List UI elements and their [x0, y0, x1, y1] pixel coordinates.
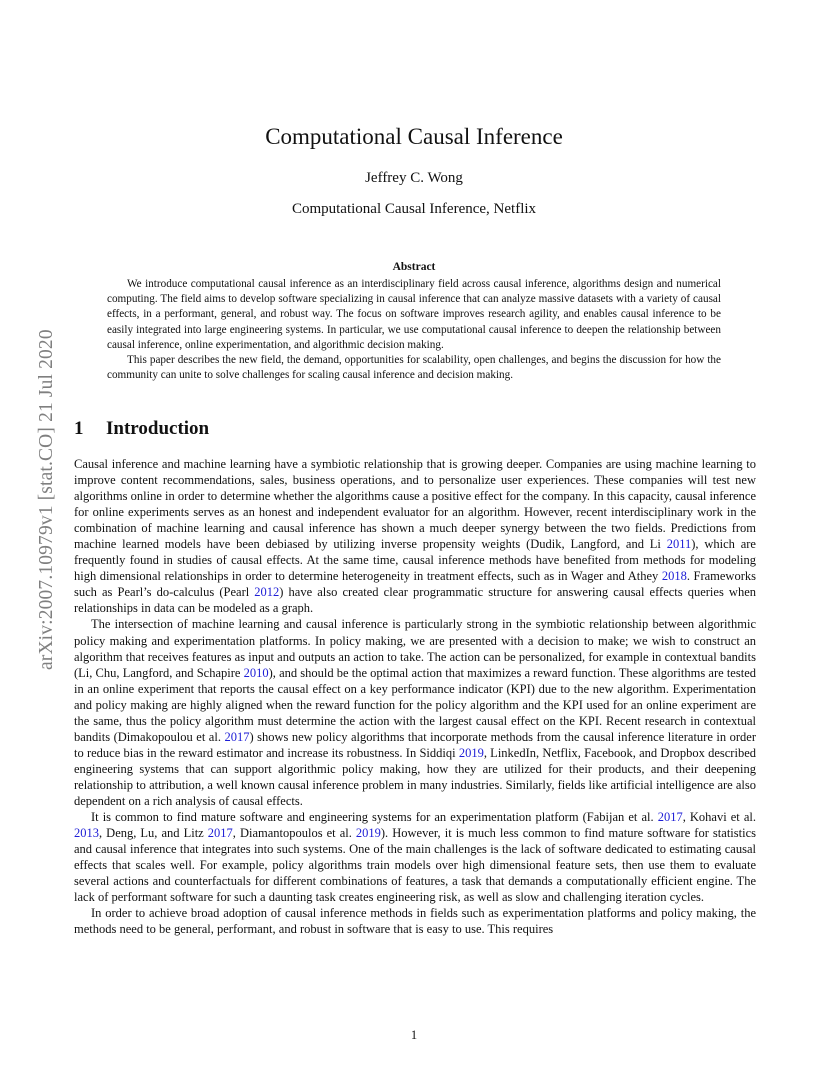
citation-link[interactable]: 2017: [657, 810, 683, 825]
body-text: , LinkedIn, Netflix, Facebook, and Dropbox described engineering systems that can support algorithmic policy making, how they are utilized for their products, and their deepening relationship to attribution, a well known causal inference problem in many industries. Similarly, fields like artificial intelligence are also dependent on a rich analysis of causal effects.: [74, 745, 756, 808]
body-paragraph: In order to achieve broad adoption of causal inference methods in fields such as experimentation platforms and policy making, the methods need to be general, performant, and robust in software that is easy to use. This requires: [74, 906, 756, 937]
page-number: 1: [410, 1028, 418, 1042]
body-paragraph: [74, 456, 756, 616]
citation-link[interactable]: 2018: [661, 569, 687, 584]
body-text: , Deng, Lu, and Litz: [99, 826, 208, 841]
arxiv-identifier-text: arXiv:2007.10979v1 [stat.CO] 21 Jul 2020: [36, 329, 57, 670]
section-body: [74, 456, 756, 937]
abstract-paragraph: We introduce computational causal inference as an interdisciplinary field across causal inference, algorithms design and numerical computing. The field aims to develop software specializing in causal inference that can analyze massive datasets with a variety of causal effects, in a performant, general, and robust way. The focus on software improves research agility, and enables causal inference to be easily integrated into large engineering systems. In particular, we use computational causal inference to deepen the relationship between causal inference, online experimentation, and algorithmic decision making.: [107, 278, 721, 351]
author-affiliation: Computational Causal Inference, Netflix: [291, 201, 537, 217]
citation-link[interactable]: 2019: [458, 745, 484, 760]
citation-link[interactable]: 2012: [254, 585, 280, 600]
section-title: Introduction: [106, 418, 210, 439]
body-text: ). However, it is much less common to find mature software for statistics and causal inference that integrates into such systems. One of the main challenges is the lack of software dedicated to estimating causal effects that scales well. For example, policy algorithms train models over high dimensional feature sets, then use them to evaluate several actions and counterfactuals for different combinations of features, a task that demands a computationally efficient engine. The lack of performant software for such a daunting task creates engineering risk, as well as slow and challenging iteration cycles.: [74, 826, 756, 905]
citation-link[interactable]: 2013: [74, 826, 99, 841]
body-text: , Kohavi et al.: [682, 810, 757, 825]
body-paragraph: [74, 809, 756, 905]
body-paragraph: [74, 616, 756, 809]
citation-link[interactable]: 2010: [243, 665, 269, 680]
body-text: Causal inference and machine learning have a symbiotic relationship that is growing deeper. Companies are using machine learning to improve content recommendations, sales, business operations, and to personalize user experiences. These companies will test new algorithms online in order to determine whether the algorithms cause a positive effect for the company. In this capacity, causal inference for online experiments serves as an honest and independent evaluator for an algorithm. However, recent interdisciplinary work in the combination of machine learning and causal inference has shown a much deeper synergy between the two fields. Predictions from machine learned models have been debiased by utilizing inverse propensity weights (Dudik, Langford, and Li: [74, 457, 756, 552]
body-text: ) have also created clear programmatic structure for answering causal effects queries when relationships in data can be modeled as a graph.: [74, 585, 756, 616]
body-text: It is common to find mature software and engineering systems for an experimentation platform (Fabijan et al.: [91, 810, 658, 825]
author-name: Jeffrey C. Wong: [365, 170, 463, 186]
arxiv-identifier-stamp: [36, 295, 57, 670]
body-text: . Frameworks such as Pearl’s do-calculus (Pearl: [74, 569, 756, 600]
body-text: ), and should be the optimal action that maximizes a reward function. These algorithms are tested in an online experiment that reports the causal effect on a key performance indicator (KPI) due to the new algorithm. Experimentation and policy making are highly aligned when the reward function for the policy algorithm and the KPI used for an online experiment are the same, thus the policy algorithm must determine the action with the largest causal effect on the KPI. Recent research in contextual bandits (Dimakopoulou et al.: [74, 665, 756, 744]
citation-link[interactable]: 2017: [207, 826, 233, 841]
body-text: ) shows new policy algorithms that incorporate methods from the causal inference literature in order to reduce bias in the reward estimator and increase its robustness. In Siddiqi: [74, 729, 756, 760]
body-text: ), which are frequently found in studies of causal effects. At the same time, causal inference methods have benefited from methods for modeling high dimensional relationships in order to determine heterogeneity in treatment effects, such as in Wager and Athey: [74, 537, 756, 584]
body-text: , Diamantopoulos et al.: [232, 826, 356, 841]
paper-title: Computational Causal Inference: [265, 124, 563, 149]
citation-link[interactable]: 2019: [355, 826, 381, 841]
abstract-paragraph: This paper describes the new field, the demand, opportunities for scalability, open challenges, and begins the discussion for how the community can unite to solve challenges for scaling causal inference and decision making.: [107, 354, 721, 382]
abstract-heading: Abstract: [392, 261, 436, 273]
citation-link[interactable]: 2017: [224, 729, 250, 744]
section-heading: [74, 418, 209, 440]
section-number: 1: [74, 418, 84, 439]
abstract-body: [107, 277, 721, 383]
citation-link[interactable]: 2011: [666, 537, 692, 552]
body-text: The intersection of machine learning and causal inference is particularly strong in the symbiotic relationship between algorithmic policy making and experimentation platforms. In policy making, we are presented with a decision to make; we wish to construct an algorithm that receives features as input and outputs an action to take. The action can be personalized, for example in contextual bandits (Li, Chu, Langford, and Schapire: [74, 617, 756, 680]
